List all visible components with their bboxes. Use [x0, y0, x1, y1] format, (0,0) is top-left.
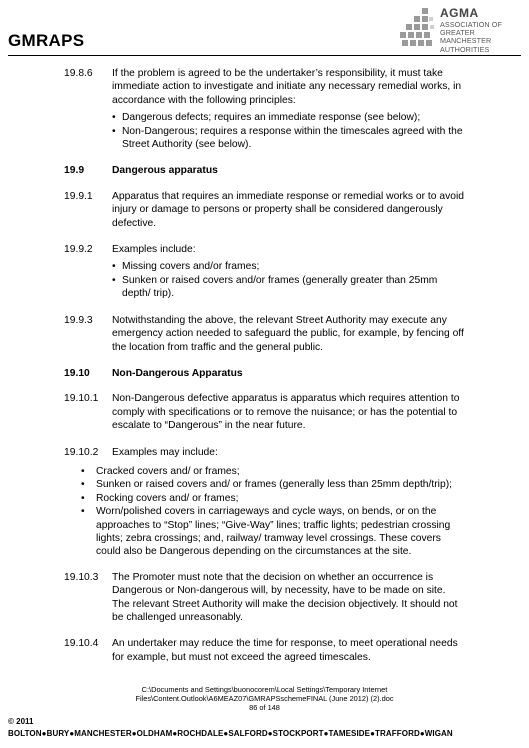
- paragraph-19-8-6: [64, 67, 464, 151]
- section-heading-19-9: [64, 164, 464, 177]
- bullet-list: [112, 260, 464, 300]
- header-divider: [8, 55, 521, 56]
- list-item: • Rocking covers and/ or frames;: [64, 492, 464, 505]
- logo-subtitle-line: GREATER MANCHESTER: [440, 28, 492, 46]
- bullet-list: [112, 111, 464, 151]
- paragraph-number: 19.8.6: [64, 68, 93, 79]
- section-number: 19.9: [64, 165, 85, 177]
- paragraph-19-10-3: [64, 571, 464, 625]
- paragraph-number: 19.10.4: [64, 638, 99, 650]
- paragraph-text: The Promoter must note that the decision on whether an occurrence is Dangerous or Non-dangerous will, by necessity, have to be made on site. The relevant Street Authority will make the decision objectively. It should not be challenged unreasonably.: [112, 571, 458, 623]
- paragraph-text: Apparatus that requires an immediate response or remedial works or to avoid injury or damage to persons or property shall be considered dangerously defective.: [112, 190, 464, 229]
- paragraph-text: Non-Dangerous defective apparatus is apparatus which requires attention to comply with specifications or to remove the nuisance; or has the potential to escalate to “Dangerous” in the near future.: [112, 393, 460, 432]
- list-item: • Non-Dangerous; requires a response within the timescales agreed with the Street Authority (see below).: [112, 125, 464, 152]
- list-item: • Sunken or raised covers and/ or frames (generally less than 25mm depth/trip);: [64, 478, 464, 491]
- paragraph-19-10-1: [64, 392, 464, 432]
- bullet-list: [64, 465, 464, 559]
- section-number: 19.10: [64, 367, 90, 379]
- document-body: [64, 67, 464, 677]
- paragraph-text: If the problem is agreed to be the undertaker’s responsibility, it must take immediate action to investigate and initiate any necessary remedial works, in accordance with the following principles:: [112, 68, 462, 106]
- list-item: • Worn/polished covers in carriageways and cycle ways, on bends, or on the approaches to “Stop” lines; “Give-Way” lines; traffic lights; pedestrian crossing lights; zebra crossings; and, railway/ tramway level crossings. These covers could also be Dangerous depending on the circumstances at the site.: [64, 505, 464, 559]
- copyright: © 2011: [8, 717, 34, 726]
- list-item: • Dangerous defects; requires an immediate response (see below);: [112, 111, 464, 124]
- paragraph-number: 19.10.2: [64, 446, 99, 458]
- member-authorities: BOLTON●BURY●MANCHESTER●OLDHAM●ROCHDALE●SALFORD●STOCKPORT●TAMESIDE●TRAFFORD●WIGAN: [8, 729, 453, 738]
- paragraph-19-9-2: [64, 243, 464, 301]
- list-item: • Cracked covers and/ or frames;: [64, 465, 464, 478]
- paragraph-19-10-4: [64, 637, 464, 664]
- file-path-line: C:\Documents and Settings\buonocorem\Local Settings\Temporary Internet: [141, 685, 388, 694]
- file-path-line: Files\Content.Outlook\A6MEAZ07\GMRAPSschemeFINAL (June 2012) (2).doc: [135, 694, 394, 704]
- logo-subtitle: [440, 21, 525, 54]
- paragraph-text: An undertaker may reduce the time for response, to meet operational needs for example, but must not exceed the agreed timescales.: [112, 638, 458, 663]
- agma-logo: [400, 6, 525, 52]
- list-item: • Missing covers and/or frames;: [112, 260, 464, 273]
- logo-subtitle-line: ASSOCIATION OF: [440, 20, 502, 29]
- agma-logo-icon: [400, 8, 436, 52]
- paragraph-text: Notwithstanding the above, the relevant Street Authority may execute any emergency action needed to safeguard the public, for example, by fencing off the location from traffic and the general public.: [112, 314, 464, 353]
- paragraph-number: 19.10.3: [64, 571, 99, 583]
- paragraph-19-10-2: [64, 446, 464, 459]
- document-header-title: GMRAPS: [8, 31, 85, 50]
- logo-wordmark: AGMA: [440, 6, 479, 20]
- paragraph-19-9-1: [64, 190, 464, 230]
- logo-subtitle-line: AUTHORITIES: [440, 44, 490, 54]
- paragraph-number: 19.9.2: [64, 244, 93, 256]
- paragraph-19-9-3: [64, 314, 464, 354]
- paragraph-text: Examples include:: [112, 244, 196, 256]
- paragraph-number: 19.9.1: [64, 190, 93, 202]
- section-title: Dangerous apparatus: [112, 165, 218, 177]
- list-item: • Sunken or raised covers and/or frames (generally greater than 25mm depth/ trip).: [112, 274, 464, 301]
- section-title: Non-Dangerous Apparatus: [112, 367, 243, 379]
- page-number: 86 of 148: [249, 703, 280, 713]
- paragraph-number: 19.9.3: [64, 314, 93, 326]
- section-heading-19-10: [64, 367, 464, 380]
- footer-file-path: [0, 685, 529, 713]
- paragraph-number: 19.10.1: [64, 393, 99, 405]
- paragraph-text: Examples may include:: [112, 446, 218, 458]
